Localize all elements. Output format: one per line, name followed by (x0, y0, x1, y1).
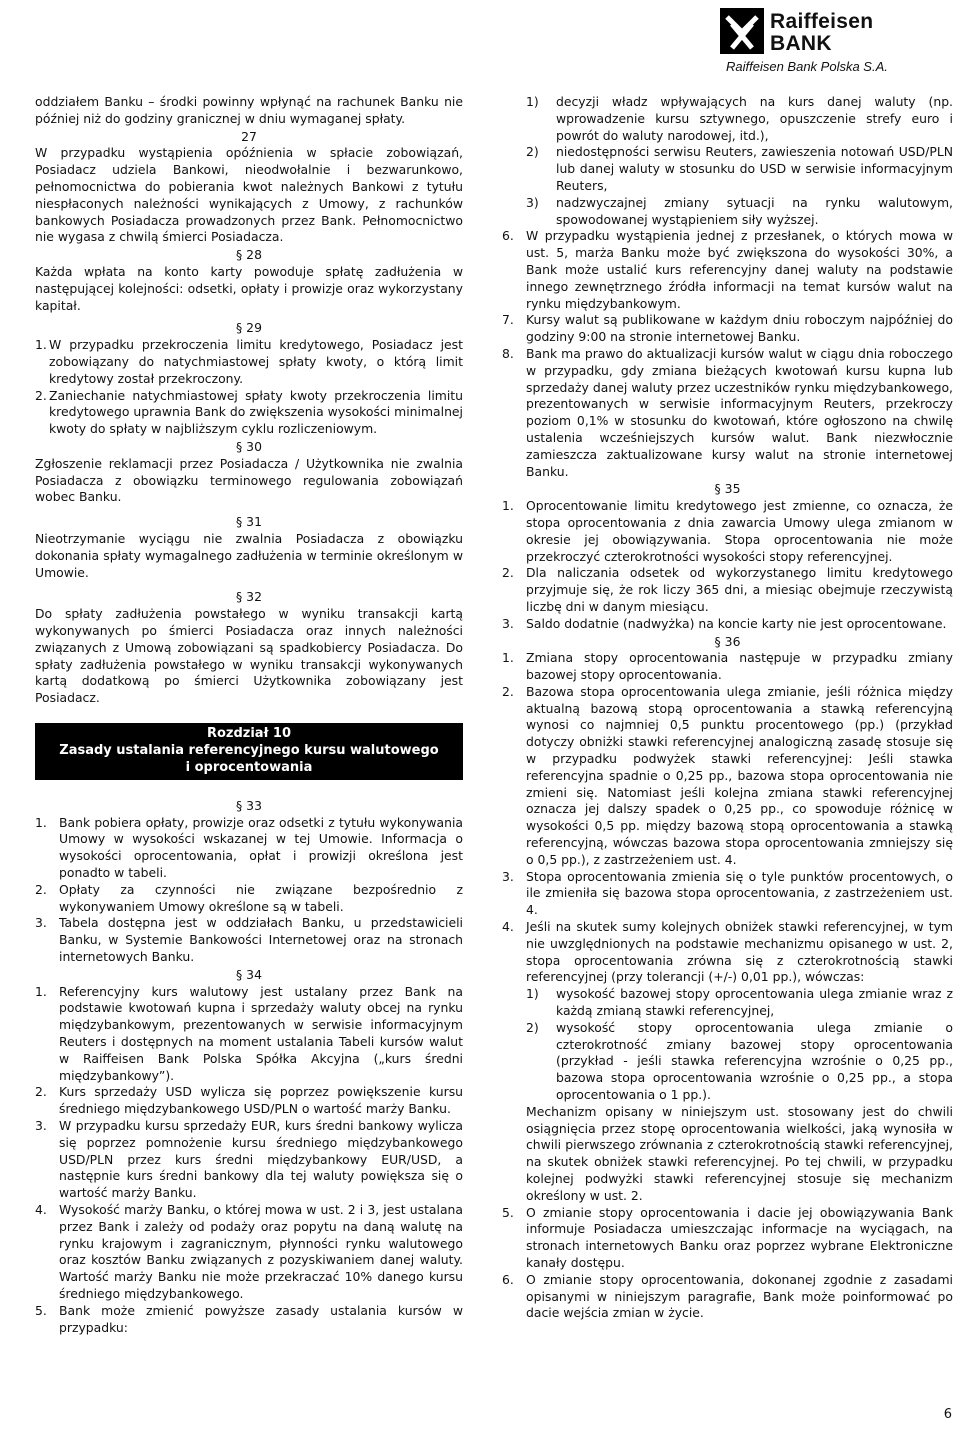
numbered-item: 6. O zmianie stopy oprocentowania, dokonanej zgodnie z zasadami opisanymi w niniejszym paragrafie, Bank może poinformować po dacie wejścia zmian w życie. (502, 1271, 953, 1321)
paragraph: W przypadku wystąpienia opóźnienia w spłacie zobowiązań, Posiadacz udziela Bankowi, nieodwołalnie i bezwarunkowo, pełnomocnictwa do pobierania kwot należnych Bankowi z tytułu niespłaconych należności wynikających z Umowy, z rachunków bankowych Posiadacza prowadzonych przez Bank. Pełnomocnictwo nie wygasa z chwilą śmierci Posiadacza. (35, 145, 463, 245)
numbered-item: 8. Bank ma prawo do aktualizacji kursów walut w ciągu dnia roboczego w przypadku, gdy zmiana bieżących kwotowań kursu kupna lub sprzedaży danej waluty przez uczestników rynku międzybankowego, prezentowanych w serwisie informacyjnym Reuters, przekroczy poziom 0,1% w stosunku do kwotowań, które ogłoszono na chwilę ustalenia wcześniejszych kursów walut. Bank niezwłocznie zamieszcza zaktualizowane kursy walut na stronie internetowej Banku. (502, 345, 953, 479)
right-column (502, 94, 953, 1322)
numbered-item: 1. Referencyjny kurs walutowy jest ustalany przez Bank na podstawie kwotowań kupna i sprzedaży waluty obcej na rynku międzybankowym, prezentowanych w serwisie informacyjnym Reuters i dostępnych na moment ustalania Tabeli kursów walut w Raiffeisen Bank Polska Spółka Akcyjna („kurs średni międzybankowy”). (35, 983, 463, 1083)
section-heading: § 28 (236, 247, 262, 263)
page-number: 6 (943, 1407, 952, 1422)
numbered-item: 3. Tabela dostępna jest w oddziałach Banku, u przedstawicieli Banku, w Systemie Bankowości Internetowej oraz na stronach internetowych Banku. (35, 915, 463, 965)
numbered-item: 1. Zmiana stopy oprocentowania następuje w przypadku zmiany bazowej stopy oprocentowania. (502, 650, 953, 683)
raiffeisen-logo (720, 8, 950, 78)
sub-item: 2) wysokość stopy oprocentowania ulega zmianie o czterokrotność zmiany bazowej stopy oprocentowania (przykład - jeśli stawka referencyjna wzrośnie o 0,25 pp., bazowa stopa oprocentowania wzrośnie o 0,25 pp., a stopa oprocentowania o 1 pp.). (526, 1019, 953, 1103)
sub-item: 1) decyzji władz wpływających na kurs danej waluty (np. wprowadzenie kursu sztywnego, opuszczenie strefy euro i powrót do waluty narodowej, itd.), (526, 94, 953, 143)
sub-item: 1) wysokość bazowej stopy oprocentowania ulega zmianie wraz z każdą zmianą stawki referencyjnej, (526, 986, 953, 1019)
section-heading: § 32 (236, 589, 262, 605)
paragraph: Mechanizm opisany w niniejszym ust. stosowany jest do chwili osiągnięcia przez stopę oprocentowania wielkości, jaką wynosiła w chwili pierwszego zrównania z czterokrotnością stawki referencyjnej, na skutek obniżek stawki referencyjnej. Po tej chwili, w przypadku kolejnej podwyżki stawki referencyjnej stosuje się mechanizm określony w ust. 2. (526, 1103, 953, 1203)
numbered-item: 2. Zaniechanie natychmiastowej spłaty kwoty przekroczenia limitu kredytowego uprawnia Bank do zwiększenia wysokości minimalnej kwoty do spłaty w najbliższym cyklu rozliczeniowym. (35, 387, 463, 437)
numbered-item: 1. Oprocentowanie limitu kredytowego jest zmienne, co oznacza, że stopa oprocentowania z dnia zawarcia Umowy ulega zmianom w okresie jej obowiązywania. Stopa oprocentowania nie może przekroczyć czterokrotności wysokości stopy referencyjnej. (502, 498, 953, 564)
paragraph: Zgłoszenie reklamacji przez Posiadacza / Użytkownika nie zwalnia Posiadacza z obowiązku terminowego regulowania zobowiązań wobec Banku. (35, 455, 463, 505)
numbered-item: 1. Bank pobiera opłaty, prowizje oraz odsetki z tytułu wykonywania Umowy w wysokości wskazanej w tej Umowie. Informacja o wysokości oprocentowania, opłat i prowizji określona jest ponadto w tabeli. (35, 814, 463, 881)
numbered-item: 6. W przypadku wystąpienia jednej z przesłanek, o których mowa w ust. 5, marża Banku może być zwiększona do wysokości 30%, a Bank może ustalić kurs referencyjny danej waluty na podstawie innego zewnętrznego źródła informacji na temat kursów walut na rynku międzybankowym. (502, 228, 953, 311)
logo-brand-name: Raiffeisen (770, 10, 874, 33)
section-heading: § 35 (714, 481, 741, 497)
numbered-item: 2. Kurs sprzedaży USD wylicza się poprzez powiększenie kursu średniego międzybankowego USD/PLN o wartość marży Banku. (35, 1084, 463, 1117)
logo-subtitle: Raiffeisen Bank Polska S.A. (726, 59, 888, 74)
section-heading: § 36 (714, 633, 741, 649)
gable-cross-icon (720, 8, 764, 54)
paragraph: Nieotrzymanie wyciągu nie zwalnia Posiadacza z obowiązku dokonania spłaty wymagalnego zadłużenia w terminie określonym w Umowie. (35, 530, 463, 580)
numbered-item: 5. Bank może zmienić powyższe zasady ustalania kursów w przypadku: (35, 1302, 463, 1335)
numbered-item: 3. W przypadku kursu sprzedaży EUR, kurs średni bankowy wylicza się poprzez pomnożenie kursu średniego międzybankowego USD/PLN przez kurs średni międzybankowy EUR/USD, a następnie kurs średni bankowy dla tej waluty powiększa się o wartość marży Banku. (35, 1118, 463, 1201)
section-heading: § 31 (236, 514, 262, 530)
numbered-item: 1. W przypadku przekroczenia limitu kredytowego, Posiadacz jest zobowiązany do natychmiastowej spłaty kwoty, o którą limit kredytowy został przekroczony. (35, 337, 463, 386)
logo-brand-bank: BANK (770, 32, 832, 55)
numbered-item: 4. Jeśli na skutek sumy kolejnych obniżek stawki referencyjnej, w tym nie uwzględnionych na podstawie mechanizmu opisanego w ust. 2, stopa oprocentowania zrówna się z czterokrotnością stawki referencyjnej (przy tolerancji (+/-) 0,01 pp.), wówczas: (502, 919, 953, 985)
numbered-item: 2. Dla naliczania odsetek od wykorzystanego limitu kredytowego przyjmuje się, że rok liczy 365 dni, a miesiąc obejmuje rzeczywistą liczbę dni w danym miesiącu. (502, 565, 953, 614)
numbered-item: 2. Opłaty za czynności nie związane bezpośrednio z wykonywaniem Umowy określone są w tabeli. (35, 881, 463, 914)
section-heading: § 33 (236, 797, 262, 813)
left-column (35, 94, 463, 1336)
sub-item: 3) nadzwyczajnej zmiany sytuacji na rynku walutowym, spowodowanej wystąpieniem siły wyższej. (526, 194, 953, 227)
sub-item: 2) niedostępności serwisu Reuters, zawieszenia notowań USD/PLN lub danej waluty w stosunku do USD w serwisie informacyjnym Reuters, (526, 144, 953, 193)
numbered-item: 2. Bazowa stopa oprocentowania ulega zmianie, jeśli różnica między aktualną bazową stopą oprocentowania a stawką referencyjną wynosi co najmniej 0,5 punktu procentowego (pp.) (przykład dotyczy obniżki stawki referencyjnej analogiczną zasadę stosuje się w przypadku podwyżek stawki referencyjnej: Jeśli stawka referencyjna spadnie o 0,25 pp., bazowa stopa oprocentowania nie zmieni się. Natomiast jeśli kolejna zmiana stawki referencyjnej oznacza jej dalszy spadek o 0,25 pp., co spowoduje różnicę w wysokości 0,5 pp. między bazową stopą oprocentowania a stawką referencyjną, wówczas bazowa stopa oprocentowania zmniejszy się o 0,5 pp.), z zastrzeżeniem ust. 4. (502, 683, 953, 867)
numbered-item: 3. Stopa oprocentowania zmienia się o tyle punktów procentowych, o ile zmieniła się bazowa stopa oprocentowania, z zastrzeżeniem ust. 4. (502, 868, 953, 918)
numbered-item: 5. O zmianie stopy oprocentowania i dacie jej obowiązywania Bank informuje Posiadacza umieszczając informacje na wyciągach, na stronach internetowych Banku oraz poprzez wybrane Elektroniczne kanały dostępu. (502, 1204, 953, 1270)
section-heading: § 30 (236, 438, 262, 454)
paragraph: oddziałem Banku – środki powinny wpłynąć na rachunek Banku nie później niż do godziny granicznej w dniu wymaganej spłaty. (35, 94, 463, 126)
paragraph: Każda wpłata na konto karty powoduje spłatę zadłużenia w następującej kolejności: odsetki, opłaty i prowizje oraz wykorzystany kapitał. (35, 263, 463, 313)
section-heading: 27 (241, 128, 257, 144)
paragraph: Do spłaty zadłużenia powstałego w wyniku transakcji kartą wykonywanych po śmierci Posiadacza oraz innych należności związanych z Umową zobowiązani są spadkobiercy Posiadacza. Do spłaty zadłużenia powstałego w wyniku transakcji wykonywanych kartą dodatkową po śmierci Użytkownika zobowiązany jest Posiadacz. (35, 606, 463, 706)
section-heading: § 34 (236, 966, 262, 982)
section-heading: § 29 (236, 320, 262, 336)
chapter-heading: Rozdział 10 Zasady ustalania referencyjnego kursu walutowego i oprocentowania (35, 723, 463, 780)
numbered-item: 3. Saldo dodatnie (nadwyżka) na koncie karty nie jest oprocentowane. (502, 615, 947, 631)
numbered-item: 7. Kursy walut są publikowane w każdym dniu roboczym najpóźniej do godziny 9:00 na stronie internetowej Banku. (502, 312, 953, 345)
numbered-item: 4. Wysokość marży Banku, o której mowa w ust. 2 i 3, jest ustalana przez Bank i zależy od podaży oraz popytu na daną walutę na rynku krajowym i zagranicznym, płynności rynku walutowego oraz kosztów Banku związanych z pozyskiwaniem danej waluty. Wartość marży Banku nie może przekraczać 10% danego kursu średniego międzybankowego. (35, 1202, 463, 1301)
